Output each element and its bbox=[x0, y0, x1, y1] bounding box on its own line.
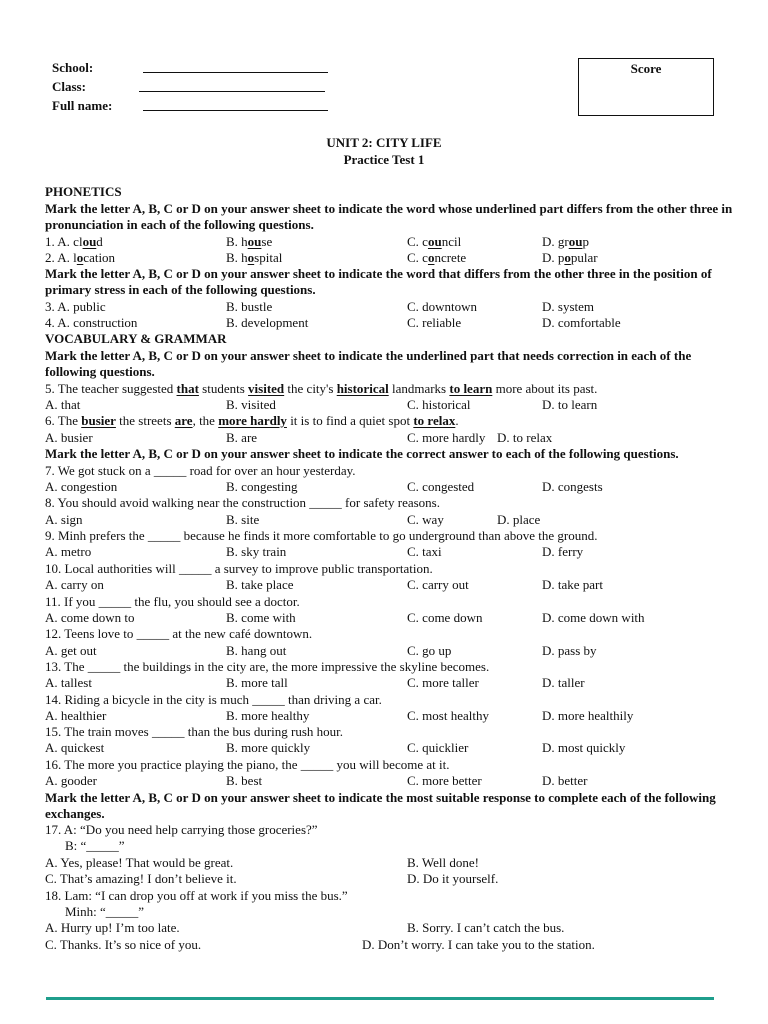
instruction-correction: Mark the letter A, B, C or D on your answer sheet to indicate the underlined part that needs correction in each of the following questions. bbox=[45, 348, 692, 379]
option-16b[interactable]: B. best bbox=[226, 773, 263, 788]
option-4c[interactable]: C. reliable bbox=[407, 315, 462, 330]
section-phonetics: PHONETICS bbox=[45, 184, 122, 199]
option-11d[interactable]: D. come down with bbox=[542, 610, 645, 625]
question-14-stem: 14. Riding a bicycle in the city is much _____ than driving a car. bbox=[45, 692, 382, 707]
option-17a[interactable]: A. Yes, please! That would be great. bbox=[45, 855, 234, 870]
option-11a[interactable]: A. come down to bbox=[45, 610, 135, 625]
option-10b[interactable]: B. take place bbox=[226, 577, 294, 592]
option-11c[interactable]: C. come down bbox=[407, 610, 483, 625]
question-18-reply: Minh: “_____” bbox=[65, 904, 145, 919]
option-5a[interactable]: A. that bbox=[45, 397, 81, 412]
option-7a[interactable]: A. congestion bbox=[45, 479, 118, 494]
option-4d[interactable]: D. comfortable bbox=[542, 315, 621, 330]
option-2a[interactable]: 2. A. location bbox=[45, 250, 116, 265]
question-12-stem: 12. Teens love to _____ at the new café downtown. bbox=[45, 626, 313, 641]
option-2b[interactable]: B. hospital bbox=[226, 250, 283, 265]
question-8-stem: 8. You should avoid walking near the construction _____ for safety reasons. bbox=[45, 495, 440, 510]
option-13a[interactable]: A. tallest bbox=[45, 675, 92, 690]
option-6c[interactable]: C. more hardly bbox=[407, 430, 486, 445]
option-18b[interactable]: B. Sorry. I can’t catch the bus. bbox=[407, 920, 565, 935]
option-3a[interactable]: 3. A. public bbox=[45, 299, 106, 314]
section-vocab-grammar: VOCABULARY & GRAMMAR bbox=[45, 331, 227, 346]
question-18-stem: 18. Lam: “I can drop you off at work if you miss the bus.” bbox=[45, 888, 348, 903]
option-14a[interactable]: A. healthier bbox=[45, 708, 107, 723]
option-14b[interactable]: B. more healthy bbox=[226, 708, 310, 723]
option-1b[interactable]: B. house bbox=[226, 234, 273, 249]
instruction-pronunciation: Mark the letter A, B, C or D on your answer sheet to indicate the word whose underlined part differs from the other three in pronunciation in each of the following questions. bbox=[45, 201, 733, 232]
option-15b[interactable]: B. more quickly bbox=[226, 740, 311, 755]
option-14d[interactable]: D. more healthily bbox=[542, 708, 634, 723]
class-field[interactable] bbox=[139, 91, 325, 92]
option-9a[interactable]: A. metro bbox=[45, 544, 92, 559]
page-title: UNIT 2: CITY LIFE bbox=[326, 135, 442, 150]
option-5c[interactable]: C. historical bbox=[407, 397, 471, 412]
option-3b[interactable]: B. bustle bbox=[226, 299, 273, 314]
option-15d[interactable]: D. most quickly bbox=[542, 740, 626, 755]
option-2d[interactable]: D. popular bbox=[542, 250, 598, 265]
option-15c[interactable]: C. quicklier bbox=[407, 740, 469, 755]
option-12b[interactable]: B. hang out bbox=[226, 643, 287, 658]
option-10a[interactable]: A. carry on bbox=[45, 577, 104, 592]
option-8d[interactable]: D. place bbox=[497, 512, 541, 527]
option-13b[interactable]: B. more tall bbox=[226, 675, 288, 690]
question-15-stem: 15. The train moves _____ than the bus during rush hour. bbox=[45, 724, 344, 739]
question-5-stem: 5. The teacher suggested that students visited the city's historical landmarks to learn more about its past. bbox=[45, 381, 598, 396]
question-17-reply: B: “_____” bbox=[65, 838, 125, 853]
option-16d[interactable]: D. better bbox=[542, 773, 588, 788]
question-6-stem: 6. The busier the streets are, the more hardly it is to find a quiet spot to relax. bbox=[45, 413, 459, 428]
instruction-correct-answer: Mark the letter A, B, C or D on your answer sheet to indicate the correct answer to each of the following questions. bbox=[45, 446, 679, 461]
option-14c[interactable]: C. most healthy bbox=[407, 708, 489, 723]
fullname-label: Full name: bbox=[52, 98, 113, 113]
option-4a[interactable]: 4. A. construction bbox=[45, 315, 138, 330]
option-12d[interactable]: D. pass by bbox=[542, 643, 597, 658]
option-3d[interactable]: D. system bbox=[542, 299, 594, 314]
option-9c[interactable]: C. taxi bbox=[407, 544, 442, 559]
question-7-stem: 7. We got stuck on a _____ road for over an hour yesterday. bbox=[45, 463, 356, 478]
option-7d[interactable]: D. congests bbox=[542, 479, 603, 494]
option-17b[interactable]: B. Well done! bbox=[407, 855, 480, 870]
option-1a[interactable]: 1. A. cloud bbox=[45, 234, 103, 249]
school-label: School: bbox=[52, 60, 94, 75]
option-8b[interactable]: B. site bbox=[226, 512, 260, 527]
option-13c[interactable]: C. more taller bbox=[407, 675, 479, 690]
option-18c[interactable]: C. Thanks. It’s so nice of you. bbox=[45, 937, 202, 952]
option-11b[interactable]: B. come with bbox=[226, 610, 296, 625]
question-13-stem: 13. The _____ the buildings in the city are, the more impressive the skyline becomes. bbox=[45, 659, 490, 674]
footer-rule bbox=[46, 997, 714, 1000]
option-17c[interactable]: C. That’s amazing! I don’t believe it. bbox=[45, 871, 237, 886]
question-16-stem: 16. The more you practice playing the piano, the _____ you will become at it. bbox=[45, 757, 450, 772]
fullname-field[interactable] bbox=[143, 110, 328, 111]
option-13d[interactable]: D. taller bbox=[542, 675, 585, 690]
option-5d[interactable]: D. to learn bbox=[542, 397, 598, 412]
option-1c[interactable]: C. council bbox=[407, 234, 462, 249]
question-17-stem: 17. A: “Do you need help carrying those groceries?” bbox=[45, 822, 318, 837]
option-16a[interactable]: A. gooder bbox=[45, 773, 97, 788]
option-17d[interactable]: D. Do it yourself. bbox=[407, 871, 499, 886]
score-box bbox=[578, 58, 714, 116]
page-subtitle: Practice Test 1 bbox=[343, 152, 425, 167]
option-7c[interactable]: C. congested bbox=[407, 479, 475, 494]
option-6b[interactable]: B. are bbox=[226, 430, 258, 445]
option-3c[interactable]: C. downtown bbox=[407, 299, 478, 314]
option-6a[interactable]: A. busier bbox=[45, 430, 93, 445]
option-15a[interactable]: A. quickest bbox=[45, 740, 105, 755]
option-6d[interactable]: D. to relax bbox=[497, 430, 553, 445]
option-5b[interactable]: B. visited bbox=[226, 397, 276, 412]
option-12a[interactable]: A. get out bbox=[45, 643, 97, 658]
class-label: Class: bbox=[52, 79, 86, 94]
question-11-stem: 11. If you _____ the flu, you should see a doctor. bbox=[45, 594, 300, 609]
option-2c[interactable]: C. concrete bbox=[407, 250, 467, 265]
instruction-response: Mark the letter A, B, C or D on your answer sheet to indicate the most suitable response to complete each of the following exchanges. bbox=[45, 790, 716, 821]
school-field[interactable] bbox=[143, 72, 328, 73]
option-18d[interactable]: D. Don’t worry. I can take you to the station. bbox=[362, 937, 595, 952]
question-10-stem: 10. Local authorities will _____ a survey to improve public transportation. bbox=[45, 561, 433, 576]
question-9-stem: 9. Minh prefers the _____ because he finds it more comfortable to go underground than above the ground. bbox=[45, 528, 598, 543]
option-8a[interactable]: A. sign bbox=[45, 512, 83, 527]
option-9d[interactable]: D. ferry bbox=[542, 544, 584, 559]
option-1d[interactable]: D. group bbox=[542, 234, 589, 249]
option-16c[interactable]: C. more better bbox=[407, 773, 482, 788]
option-12c[interactable]: C. go up bbox=[407, 643, 452, 658]
option-7b[interactable]: B. congesting bbox=[226, 479, 298, 494]
option-18a[interactable]: A. Hurry up! I’m too late. bbox=[45, 920, 180, 935]
instruction-stress: Mark the letter A, B, C or D on your answer sheet to indicate the word that differs from the other three in the position of primary stress in each of the following questions. bbox=[45, 266, 712, 297]
option-10d[interactable]: D. take part bbox=[542, 577, 604, 592]
option-4b[interactable]: B. development bbox=[226, 315, 309, 330]
option-8c[interactable]: C. way bbox=[407, 512, 444, 527]
score-label: Score bbox=[630, 61, 662, 76]
option-9b[interactable]: B. sky train bbox=[226, 544, 287, 559]
option-10c[interactable]: C. carry out bbox=[407, 577, 469, 592]
